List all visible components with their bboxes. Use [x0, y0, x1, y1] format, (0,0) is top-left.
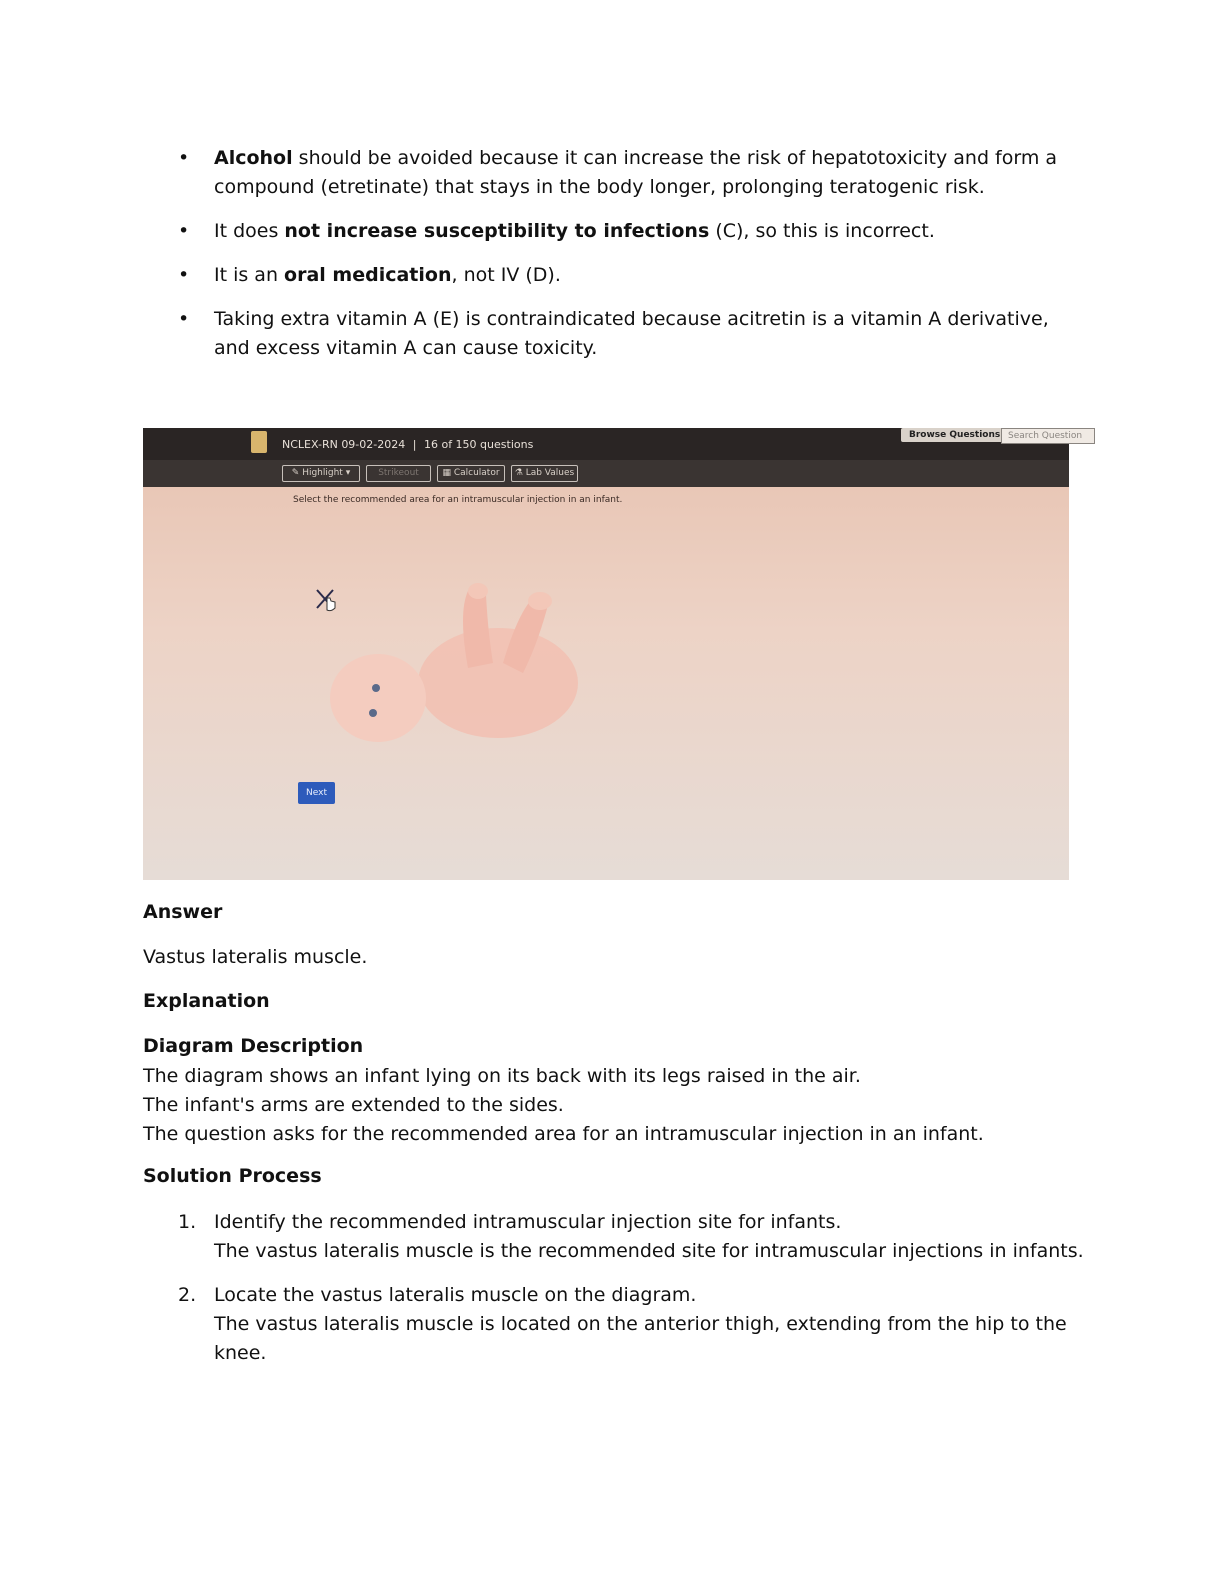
- question-prompt: Select the recommended area for an intramuscular injection in an infant.: [293, 495, 623, 505]
- infant-diagram[interactable]: [318, 573, 588, 763]
- explanation-heading: Explanation: [143, 990, 270, 1012]
- bullet-item: • It does not increase susceptibility to infections (C), so this is incorrect.: [178, 220, 935, 242]
- bullet-item: • Alcohol should be avoided because it can increase the risk of hepatotoxicity and form a compound (etretinate) that stays in the body longer, prolonging teratogenic risk.: [178, 147, 1058, 198]
- exam-top-bar: [143, 428, 1083, 460]
- next-button[interactable]: Next: [298, 782, 335, 804]
- menu-icon[interactable]: [251, 431, 267, 453]
- solution-step: 1. Identify the recommended intramuscular injection site for infants. The vastus lateralis muscle is the recommended site for intramuscular injections in infants.: [178, 1211, 1084, 1262]
- solution-steps: [172, 1208, 1092, 1383]
- answer-text: Vastus lateralis muscle.: [143, 946, 368, 968]
- lab-values-button[interactable]: ⚗ Lab Values: [511, 465, 578, 482]
- solution-process-heading: Solution Process: [143, 1165, 322, 1187]
- question-counter: 16 of 150 questions: [423, 438, 534, 451]
- bullet-item: • It is an oral medication, not IV (D).: [178, 264, 561, 286]
- answer-heading: Answer: [143, 901, 223, 923]
- highlight-button[interactable]: ✎ Highlight ▾: [282, 465, 360, 482]
- diagram-description-heading: Diagram Description: [143, 1035, 364, 1057]
- bullet-item: • Taking extra vitamin A (E) is contraindicated because acitretin is a vitamin A derivative, and excess vitamin A can cause toxicity.: [178, 308, 1049, 359]
- browse-questions-button[interactable]: Browse Questions: [901, 428, 1016, 442]
- search-question-input[interactable]: Search Question: [1001, 428, 1095, 444]
- exam-screenshot-photo: [143, 428, 1083, 880]
- calculator-button[interactable]: ▦ Calculator: [437, 465, 505, 482]
- strikeout-button[interactable]: Strikeout: [366, 465, 431, 482]
- selection-marker-icon: [313, 586, 341, 614]
- diagram-description-text: The diagram shows an infant lying on its back with its legs raised in the air. The infant's arms are extended to the sides. The question asks for the recommended area for an intramuscular injection in an infant.: [143, 1065, 984, 1145]
- exam-title: NCLEX-RN 09-02-2024 | 16 of 150 questions: [282, 438, 534, 451]
- solution-step: 2. Locate the vastus lateralis muscle on the diagram. The vastus lateralis muscle is located on the anterior thigh, extending from the hip to the knee.: [178, 1284, 1067, 1364]
- bullet-list: [172, 144, 1072, 378]
